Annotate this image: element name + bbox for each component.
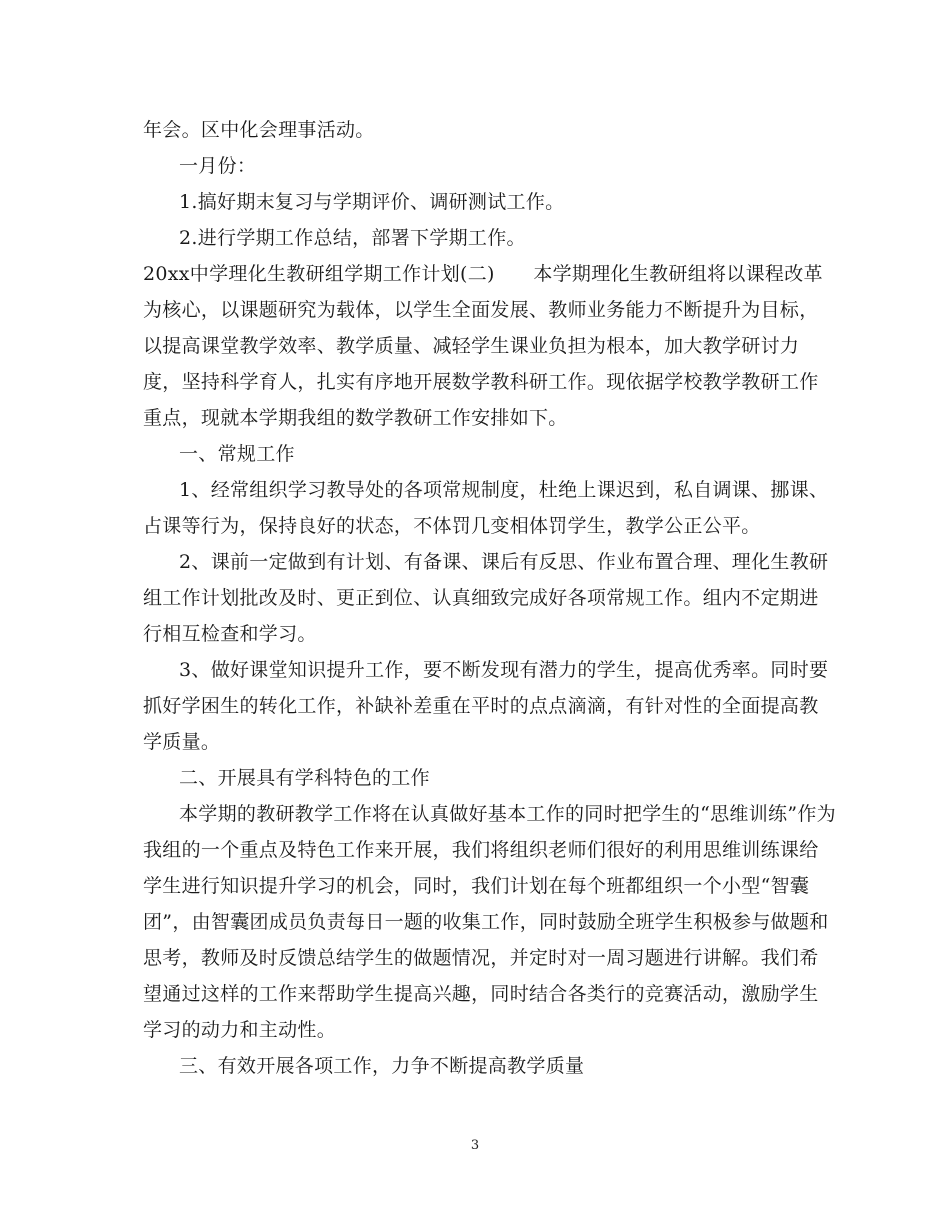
text-line: 3、做好课堂知识提升工作，要不断发现有潜力的学生，提高优秀率。同时要 (179, 659, 829, 681)
text-line: 行相互检查和学习。 (143, 623, 317, 645)
section-heading: 一月份： (179, 155, 257, 177)
text-line: 学习的动力和主动性。 (143, 1019, 337, 1041)
text-line: 我组的一个重点及特色工作来开展，我们将组织老师们很好的利用思维训练课给 (143, 839, 819, 861)
list-item: 2.进行学期工作总结，部署下学期工作。 (179, 227, 526, 249)
text-line: 组工作计划批改及时、更正到位、认真细致完成好各项常规工作。组内不定期进 (143, 587, 819, 609)
section-heading: 一、常规工作 (179, 443, 295, 465)
list-item: 1.搞好期末复习与学期评价、调研测试工作。 (179, 191, 565, 213)
text-line: 20xx中学理化生教研组学期工作计划(二) 本学期理化生教研组将以课程改革 (143, 263, 823, 285)
text-line: 学生进行知识提升学习的机会，同时，我们计划在每个班都组织一个小型“智囊 (143, 875, 810, 897)
text-line: 重点，现就本学期我组的数学教研工作安排如下。 (143, 407, 568, 429)
text-line: 团”，由智囊团成员负责每日一题的收集工作，同时鼓励全班学生积极参与做题和 (143, 911, 829, 933)
text-line: 2、课前一定做到有计划、有备课、课后有反思、作业布置合理、理化生教研 (179, 551, 829, 573)
text-line: 年会。区中化会理事活动。 (143, 119, 375, 141)
section-heading: 三、有效开展各项工作，力争不断提高教学质量 (179, 1055, 585, 1077)
section-heading: 二、开展具有学科特色的工作 (179, 767, 430, 789)
page-number: 3 (470, 1138, 480, 1153)
text-line: 学质量。 (143, 731, 221, 753)
text-line: 以提高课堂教学效率、教学质量、减轻学生课业负担为根本，加大教学研讨力 (143, 335, 800, 357)
text-line: 望通过这样的工作来帮助学生提高兴趣，同时结合各类行的竞赛活动，激励学生 (143, 983, 819, 1005)
text-line: 思考，教师及时反馈总结学生的做题情况，并定时对一周习题进行讲解。我们希 (143, 947, 819, 969)
text-line: 本学期的教研教学工作将在认真做好基本工作的同时把学生的“思维训练”作为 (179, 803, 836, 825)
text-line: 度，坚持科学育人，扎实有序地开展数学教科研工作。现依据学校教学教研工作 (143, 371, 819, 393)
text-line: 占课等行为，保持良好的状态，不体罚几变相体罚学生，教学公正公平。 (143, 515, 761, 537)
text-line: 为核心，以课题研究为载体，以学生全面发展、教师业务能力不断提升为目标， (143, 299, 819, 321)
text-line: 抓好学困生的转化工作，补缺补差重在平时的点点滴滴，有针对性的全面提高教 (143, 695, 819, 717)
text-line: 1、经常组织学习教导处的各项常规制度，杜绝上课迟到，私自调课、挪课、 (179, 479, 829, 501)
